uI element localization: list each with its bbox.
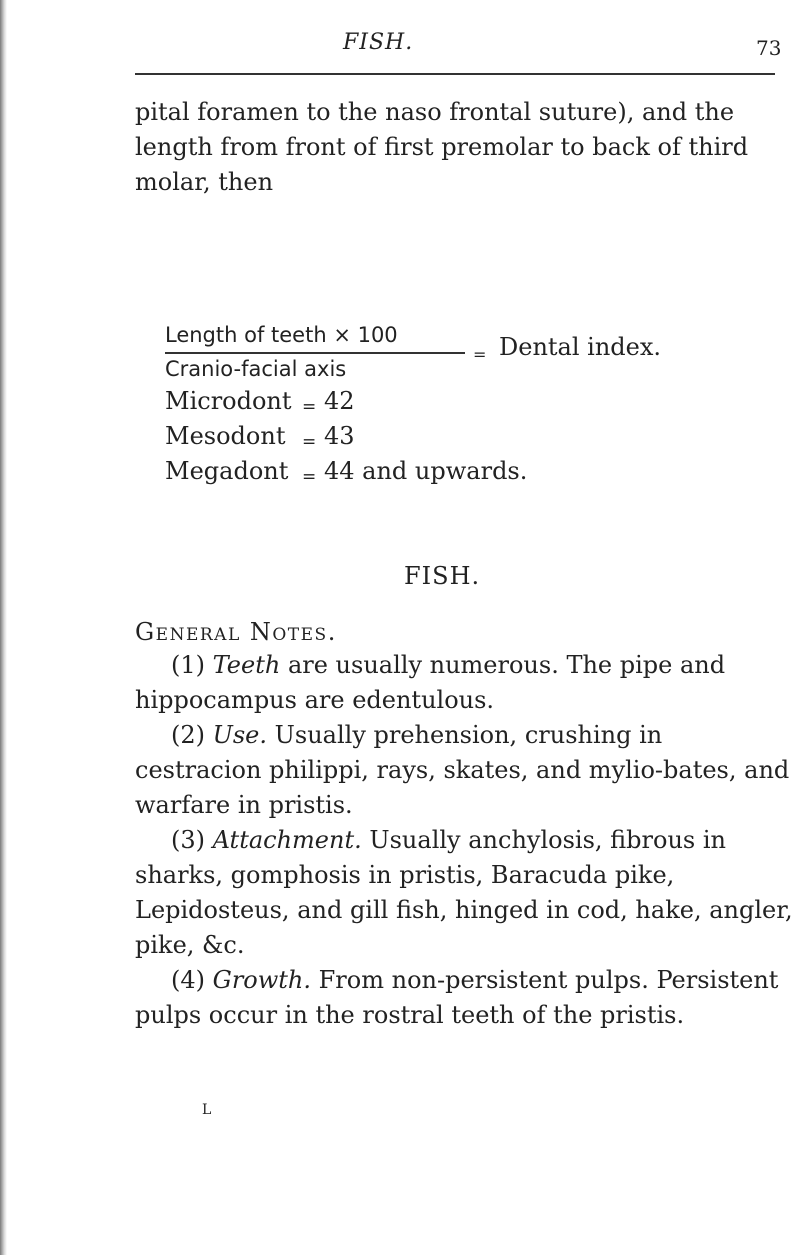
note-term: Use. xyxy=(212,721,268,749)
note-item xyxy=(135,718,795,823)
formula-result: Dental index. xyxy=(499,333,662,361)
running-header-title: FISH. xyxy=(343,30,414,55)
note-number: (1) xyxy=(171,651,205,679)
index-value-microdont: 42 xyxy=(324,387,355,415)
note-text: Usually anchylosis, fibrous in sharks, gomphosis in pristis, Baracuda pike, Lepidosteus, and gill fish, hinged in cod, hake, angler, pike, &c. xyxy=(135,826,793,959)
index-label-microdont: Microdont xyxy=(165,387,292,415)
index-value-megadont: 44 and upwards. xyxy=(324,457,528,485)
note-number: (2) xyxy=(171,721,205,749)
index-label-mesodont: Mesodont xyxy=(165,422,286,450)
note-term: Attachment. xyxy=(212,826,362,854)
index-label-megadont: Megadont xyxy=(165,457,289,485)
intro-paragraph: pital foramen to the naso frontal suture), and the length from front of first premolar to back of third molar, then xyxy=(135,98,749,196)
formula-denominator: Cranio-facial axis xyxy=(165,357,347,381)
formula-equals: = xyxy=(473,345,487,364)
index-equals: = xyxy=(302,397,317,417)
note-text: From non-persistent pulps. Persistent pulps occur in the rostral teeth of the pristis. xyxy=(135,966,779,1029)
formula-fraction-bar xyxy=(165,352,465,354)
signature-mark: L xyxy=(202,1102,212,1118)
index-value-mesodont: 43 xyxy=(324,422,355,450)
note-item xyxy=(135,963,795,1033)
note-item xyxy=(135,648,795,718)
note-number: (3) xyxy=(171,826,205,854)
note-text: are usually numerous. The pipe and hippocampus are edentulous. xyxy=(135,651,726,714)
formula-numerator: Length of teeth × 100 xyxy=(165,323,398,347)
index-equals: = xyxy=(302,467,317,487)
note-text: Usually prehension, crushing in cestracion philippi, rays, skates, and mylio-bates, and warfare in pristis. xyxy=(135,721,790,819)
note-term: Growth. xyxy=(212,966,312,994)
index-equals: = xyxy=(302,432,317,452)
notes-list xyxy=(135,648,795,1033)
note-number: (4) xyxy=(171,966,205,994)
note-item xyxy=(135,823,795,963)
subheading-general-notes: General Notes. xyxy=(135,618,337,646)
note-term: Teeth xyxy=(212,651,281,679)
section-heading: FISH. xyxy=(404,562,481,590)
page-edge-shadow xyxy=(0,0,7,1255)
page-number: 73 xyxy=(756,36,782,60)
header-rule xyxy=(135,73,775,75)
